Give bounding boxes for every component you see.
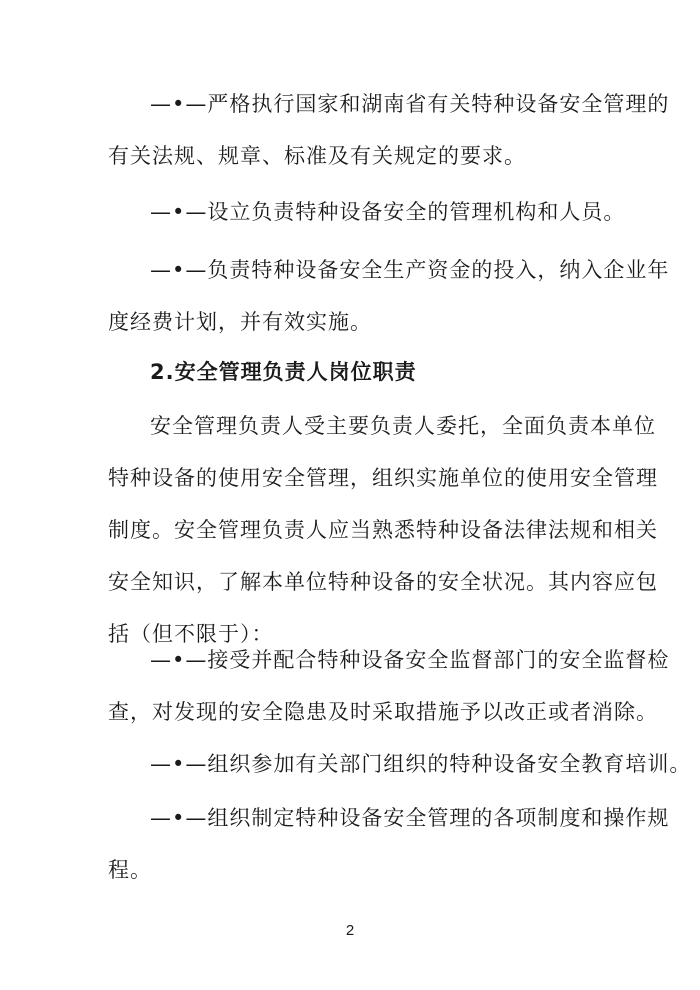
duty-item-safety-training xyxy=(108,738,692,790)
text-line: 制度。安全管理负责人应当熟悉特种设备法律法规和相关 xyxy=(108,518,658,542)
responsibility-description xyxy=(108,400,658,660)
page-number: 2 xyxy=(345,922,355,939)
text-line: 特种设备的使用安全管理，组织实施单位的使用安全管理 xyxy=(108,466,658,490)
duty-item-formulate-rules xyxy=(108,792,670,896)
duty-item-comply-regulations xyxy=(108,78,670,182)
text-line: 括（但不限于）： xyxy=(108,622,274,646)
text-line: —•—接受并配合特种设备安全监督部门的安全监督检 xyxy=(150,648,670,672)
text-line: —•—组织制定特种设备安全管理的各项制度和操作规 xyxy=(150,806,670,830)
text-line: —•—组织参加有关部门组织的特种设备安全教育培训。 xyxy=(150,752,692,776)
text-line: —•—负责特种设备安全生产资金的投入，纳入企业年 xyxy=(150,258,670,282)
heading-text: 2.安全管理负责人岗位职责 xyxy=(150,360,417,384)
text-line: 程。 xyxy=(108,858,152,882)
duty-item-accept-supervision xyxy=(108,634,670,738)
text-line: —•—严格执行国家和湖南省有关特种设备安全管理的 xyxy=(150,92,670,116)
duty-item-setup-organization xyxy=(108,186,626,238)
duty-item-safety-funding xyxy=(108,244,670,348)
text-line: 安全知识，了解本单位特种设备的安全状况。其内容应包 xyxy=(108,570,658,594)
text-line: 有关法规、规章、标准及有关规定的要求。 xyxy=(108,144,526,168)
text-line: 度经费计划，并有效实施。 xyxy=(108,310,372,334)
text-line: 查，对发现的安全隐患及时采取措施予以改正或者消除。 xyxy=(108,700,658,724)
section-heading xyxy=(108,346,608,398)
text-line: —•—设立负责特种设备安全的管理机构和人员。 xyxy=(150,200,626,224)
text-line: 安全管理负责人受主要负责人委托，全面负责本单位 xyxy=(150,414,656,438)
